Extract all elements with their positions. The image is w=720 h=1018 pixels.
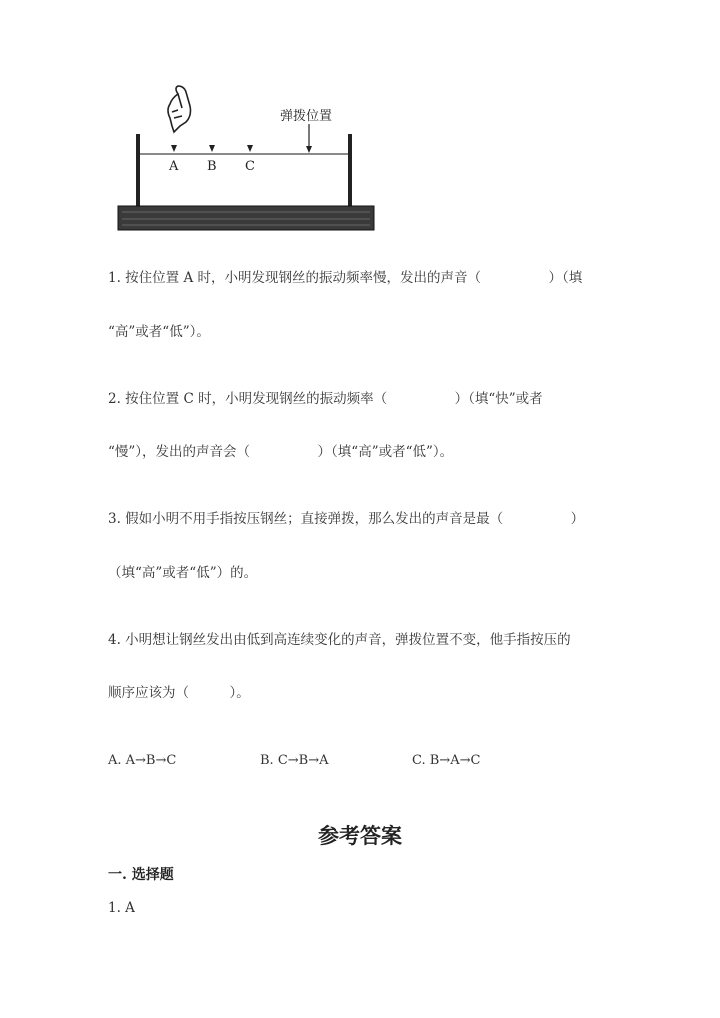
question-4-line-1: 4. 小明想让钢丝发出由低到高连续变化的声音，弹拨位置不变，他手指按压的 bbox=[108, 632, 571, 648]
right-post bbox=[348, 134, 352, 206]
answer-1: 1. A bbox=[108, 900, 135, 916]
question-2-line-2: “慢”），发出的声音会（ ）（填“高”或者“低”）。 bbox=[108, 444, 454, 460]
question-4-line-2: 顺序应该为（ ）。 bbox=[108, 685, 250, 701]
answer-title: 参考答案 bbox=[318, 823, 402, 848]
question-1-line-2: “高”或者“低”）。 bbox=[108, 324, 210, 340]
option-a: A. A→B→C bbox=[108, 753, 177, 768]
marker-b-icon bbox=[209, 145, 215, 152]
pluck-position-label: 弹拨位置 bbox=[280, 109, 333, 124]
option-c: C. B→A→C bbox=[412, 753, 481, 768]
question-3-line-2: （填“高”或者“低”）的。 bbox=[108, 565, 258, 581]
question-1-line-1: 1. 按住位置 A 时，小明发现钢丝的振动频率慢，发出的声音（ ）（填 bbox=[108, 270, 583, 286]
string-diagram bbox=[112, 82, 382, 234]
section-title: 一. 选择题 bbox=[108, 867, 174, 883]
point-a-label: A bbox=[169, 159, 179, 174]
marker-c-icon bbox=[247, 145, 253, 152]
question-3-line-1: 3. 假如小明不用手指按压钢丝；直接弹拨，那么发出的声音是最（ ） bbox=[108, 511, 585, 527]
left-post bbox=[136, 134, 140, 206]
marker-a-icon bbox=[171, 145, 177, 152]
question-2-line-1: 2. 按住位置 C 时，小明发现钢丝的振动频率（ ）（填“快”或者 bbox=[108, 391, 543, 407]
point-c-label: C bbox=[245, 159, 255, 174]
base-board bbox=[118, 206, 374, 230]
option-b: B. C→B→A bbox=[260, 753, 329, 768]
pointing-hand-icon bbox=[168, 86, 191, 132]
point-b-label: B bbox=[207, 159, 217, 174]
